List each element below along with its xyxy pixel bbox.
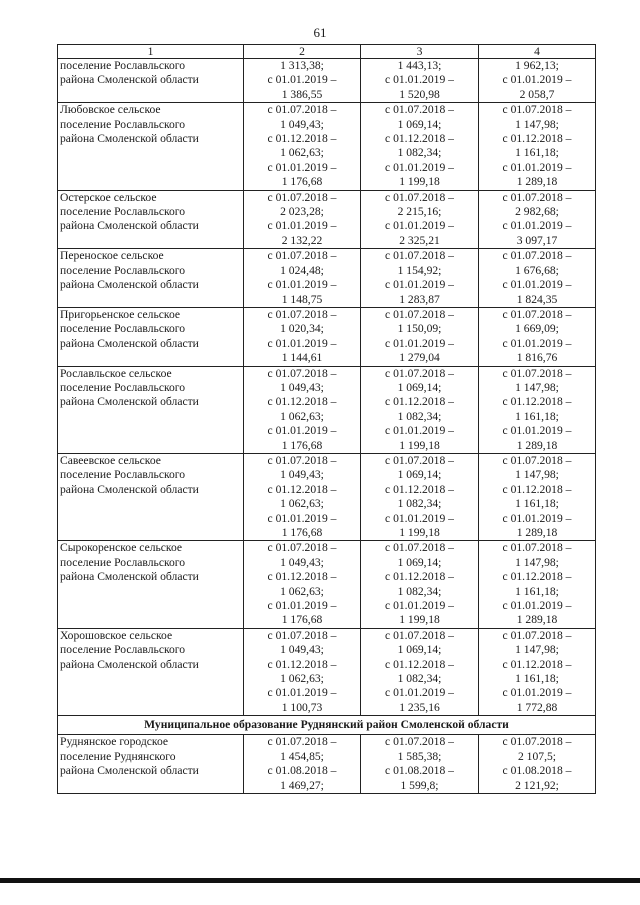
settlement-name-cell: [58, 453, 244, 540]
tariff-line: 1 069,14;: [397, 468, 442, 482]
tariff-line: 1 599,8;: [400, 778, 439, 792]
tariff-line: 1 147,98;: [515, 643, 559, 657]
table-body: [58, 59, 596, 716]
tariff-line: 1 279,04: [399, 351, 440, 365]
tariff-line: с 01.07.2018 –: [267, 453, 337, 467]
tariff-line: 1 520,98: [399, 87, 440, 101]
column-header: 2: [244, 45, 361, 59]
tariff-line: с 01.12.2018 –: [385, 132, 454, 146]
tariff-line: 1 669,09;: [515, 322, 559, 336]
settlement-name-line: поселение Рославльского: [60, 117, 186, 131]
tariff-line: 1 069,14;: [397, 117, 442, 131]
tariff-line: 1 289,18: [516, 526, 558, 539]
table-row: [58, 307, 596, 366]
settlement-name-cell: [58, 103, 244, 190]
tariff-line: с 01.12.2018 –: [267, 395, 337, 409]
settlement-name-line: поселение Рославльского: [60, 468, 186, 482]
value-cell-col2: [244, 249, 361, 308]
tariff-line: 1 816,76: [516, 351, 558, 365]
value-cell-col2: [244, 453, 361, 540]
settlement-name-line: Руднянское городское: [60, 735, 169, 749]
tariff-line: 2 215,16;: [397, 205, 442, 219]
tariff-line: с 01.07.2018 –: [502, 103, 572, 117]
value-cell-col4: [479, 735, 596, 794]
tariff-line: 1 199,18: [399, 613, 440, 627]
tariff-line: с 01.12.2018 –: [502, 570, 572, 584]
tariff-line: 1 049,43;: [280, 117, 324, 131]
page-number: 61: [313, 25, 327, 40]
tariff-line: с 01.01.2019 –: [502, 686, 572, 700]
column-header: 4: [479, 45, 596, 59]
tariff-line: с 01.12.2018 –: [502, 395, 572, 409]
tariff-line: с 01.01.2019 –: [267, 599, 337, 613]
bottom-rule: [0, 878, 640, 883]
tariff-line: с 01.01.2019 –: [502, 219, 572, 233]
tariff-line: 1 161,18;: [515, 672, 559, 686]
tariff-line: 2 107,5;: [517, 749, 556, 763]
table-row: [58, 541, 596, 628]
tariff-line: 1 676,68;: [515, 263, 559, 277]
tariff-line: 1 289,18: [516, 613, 558, 627]
settlement-name-line: района Смоленской области: [60, 219, 199, 233]
tariff-line: 1 772,88: [516, 700, 558, 714]
tariff-line: с 01.07.2018 –: [385, 190, 454, 204]
value-cell-col3: [361, 541, 479, 628]
tariff-line: 1 062,63;: [280, 497, 324, 511]
tariff-line: с 01.08.2018 –: [267, 764, 337, 778]
tariff-line: 1 176,68: [281, 175, 323, 189]
tariff-line: с 01.07.2018 –: [385, 735, 454, 749]
tariff-line: с 01.12.2018 –: [385, 395, 454, 409]
tariff-line: с 01.07.2018 –: [267, 307, 337, 321]
tariff-line: с 01.08.2018 –: [502, 764, 572, 778]
tariff-line: с 01.12.2018 –: [502, 132, 572, 146]
value-cell-col2: [244, 735, 361, 794]
table-row: [58, 628, 596, 715]
table-row: [58, 103, 596, 190]
tariff-line: с 01.12.2018 –: [502, 482, 572, 496]
tariff-line: 1 069,14;: [397, 380, 442, 394]
value-cell-col2: [244, 103, 361, 190]
settlement-name-line: Остерское сельское: [60, 190, 157, 204]
tariff-line: с 01.07.2018 –: [385, 103, 454, 117]
tariff-line: 1 176,68: [281, 526, 323, 539]
tariff-line: 2 023,28;: [280, 205, 324, 219]
settlement-name-line: Хорошовское сельское: [60, 628, 173, 642]
value-cell-col4: [479, 453, 596, 540]
tariff-line: с 01.07.2018 –: [385, 628, 454, 642]
settlement-name-line: района Смоленской области: [60, 764, 199, 778]
tariff-line: 1 199,18: [399, 438, 440, 452]
tariff-line: 1 147,98;: [515, 555, 559, 569]
value-cell-col3: [361, 735, 479, 794]
tariff-line: 1 235,16: [399, 700, 440, 714]
value-cell-col2: [244, 307, 361, 366]
tariff-line: с 01.12.2018 –: [502, 657, 572, 671]
tariff-line: 1 469,27;: [280, 778, 324, 792]
tariff-line: 2 132,22: [281, 233, 323, 247]
region-heading: Муниципальное образование Руднянский район Смоленской области: [58, 716, 596, 735]
tariff-line: 1 062,63;: [280, 672, 324, 686]
tariff-line: с 01.07.2018 –: [502, 628, 572, 642]
tariff-line: с 01.07.2018 –: [267, 735, 337, 749]
tariff-line: с 01.01.2019 –: [267, 278, 337, 292]
value-cell-col3: [361, 307, 479, 366]
tariff-line: с 01.07.2018 –: [502, 541, 572, 555]
tariff-line: с 01.07.2018 –: [502, 190, 572, 204]
tariff-line: 2 982,68;: [515, 205, 559, 219]
tariff-line: 1 062,63;: [280, 409, 324, 423]
value-cell-col4: [479, 59, 596, 103]
tariff-line: 1 082,34;: [397, 672, 442, 686]
settlement-name-cell: [58, 59, 244, 103]
table-row: [58, 59, 596, 103]
tariff-line: 1 082,34;: [397, 497, 442, 511]
tariff-line: 1 154,92;: [397, 263, 442, 277]
settlement-name-line: поселение Рославльского: [60, 263, 186, 277]
settlement-name-line: района Смоленской области: [60, 657, 199, 671]
tariff-line: 2 058,7: [519, 87, 555, 101]
value-cell-col4: [479, 190, 596, 249]
tariff-line: с 01.07.2018 –: [385, 307, 454, 321]
tariff-line: 1 147,98;: [515, 468, 559, 482]
settlement-name-line: Пригорьенское сельское: [60, 307, 181, 321]
tariff-line: с 01.01.2019 –: [502, 336, 572, 350]
tariff-line: 1 144,61: [281, 351, 323, 365]
table-row: [58, 453, 596, 540]
settlement-name-cell: [58, 366, 244, 453]
tariff-line: с 01.07.2018 –: [502, 366, 572, 380]
tariff-line: с 01.01.2019 –: [385, 599, 454, 613]
tariff-line: 1 024,48;: [280, 263, 324, 277]
value-cell-col4: [479, 249, 596, 308]
tariff-line: с 01.01.2019 –: [385, 336, 454, 350]
tariff-line: 1 824,35: [516, 292, 558, 306]
region-heading-row: [58, 716, 596, 735]
settlement-name-cell: [58, 628, 244, 715]
tariff-line: 1 150,09;: [397, 322, 442, 336]
settlement-name-cell: [58, 307, 244, 366]
value-cell-col3: [361, 628, 479, 715]
tariff-line: 1 082,34;: [397, 409, 442, 423]
tariff-line: 1 147,98;: [515, 380, 559, 394]
tariff-line: 1 176,68: [281, 438, 323, 452]
tariff-line: с 01.12.2018 –: [385, 657, 454, 671]
value-cell-col4: [479, 628, 596, 715]
settlement-name-line: поселение Рославльского: [60, 555, 186, 569]
column-header: 1: [58, 45, 244, 59]
table-body-after: [58, 735, 596, 794]
tariff-line: 1 049,43;: [280, 555, 324, 569]
tariff-line: с 01.07.2018 –: [502, 249, 572, 263]
tariff-line: 1 176,68: [281, 613, 323, 627]
settlement-name-line: поселение Рославльского: [60, 322, 186, 336]
tariff-line: с 01.12.2018 –: [267, 132, 337, 146]
tariff-line: 2 121,92;: [515, 778, 559, 792]
tariff-line: 3 097,17: [516, 233, 558, 247]
tariff-line: 2 325,21: [399, 233, 440, 247]
tariff-line: 1 161,18;: [515, 146, 559, 160]
tariff-line: 1 161,18;: [515, 497, 559, 511]
value-cell-col4: [479, 103, 596, 190]
settlement-name-line: района Смоленской области: [60, 278, 199, 292]
region-section: [58, 716, 596, 735]
tariff-line: 1 289,18: [516, 438, 558, 452]
tariff-line: с 01.07.2018 –: [502, 307, 572, 321]
tariff-line: с 01.12.2018 –: [385, 482, 454, 496]
tariff-line: с 01.01.2019 –: [502, 424, 572, 438]
tariff-line: 1 161,18;: [515, 409, 559, 423]
settlement-name-line: района Смоленской области: [60, 132, 199, 146]
tariff-line: 1 082,34;: [397, 146, 442, 160]
value-cell-col3: [361, 249, 479, 308]
value-cell-col3: [361, 190, 479, 249]
tariff-line: с 01.07.2018 –: [502, 453, 572, 467]
tariff-line: 1 069,14;: [397, 555, 442, 569]
table-row: [58, 249, 596, 308]
tariff-line: 1 020,34;: [280, 322, 324, 336]
settlement-name-line: Переноское сельское: [60, 249, 164, 263]
table-row: [58, 735, 596, 794]
tariff-line: с 01.07.2018 –: [267, 103, 337, 117]
tariff-line: 1 585,38;: [397, 749, 442, 763]
tariff-line: с 01.01.2019 –: [502, 160, 572, 174]
settlement-name-cell: [58, 249, 244, 308]
tariff-line: 1 386,55: [281, 87, 323, 101]
tariff-line: 1 962,13;: [515, 59, 559, 72]
settlement-name-line: поселение Руднянского: [60, 749, 176, 763]
tariff-line: с 01.01.2019 –: [385, 219, 454, 233]
tariff-line: с 01.07.2018 –: [385, 249, 454, 263]
settlement-name-line: поселение Рославльского: [60, 380, 186, 394]
tariff-line: 1 148,75: [281, 292, 323, 306]
settlement-name-line: района Смоленской области: [60, 482, 199, 496]
tariff-line: с 01.01.2019 –: [267, 160, 337, 174]
tariff-line: 1 454,85;: [280, 749, 324, 763]
tariff-line: 1 147,98;: [515, 117, 559, 131]
tariff-line: 1 283,87: [399, 292, 440, 306]
tariff-line: 1 082,34;: [397, 584, 442, 598]
settlement-name-line: района Смоленской области: [60, 336, 199, 350]
tariff-line: с 01.12.2018 –: [267, 482, 337, 496]
tariff-line: с 01.07.2018 –: [502, 735, 572, 749]
settlement-name-cell: [58, 190, 244, 249]
tariff-line: с 01.01.2019 –: [385, 160, 454, 174]
settlement-name-line: Савеевское сельское: [60, 453, 161, 467]
tariff-line: с 01.12.2018 –: [385, 570, 454, 584]
tariff-line: с 01.01.2019 –: [385, 686, 454, 700]
settlement-name-line: Рославльское сельское: [60, 366, 172, 380]
value-cell-col3: [361, 366, 479, 453]
table-row: [58, 366, 596, 453]
value-cell-col2: [244, 59, 361, 103]
tariff-line: с 01.07.2018 –: [385, 453, 454, 467]
tariff-line: с 01.01.2019 –: [267, 73, 337, 87]
tariff-line: 1 069,14;: [397, 643, 442, 657]
tariff-line: 1 199,18: [399, 175, 440, 189]
tariff-line: с 01.07.2018 –: [385, 541, 454, 555]
tariff-line: 1 443,13;: [397, 59, 442, 72]
tariff-line: с 01.08.2018 –: [385, 764, 454, 778]
tariff-line: 1 049,43;: [280, 380, 324, 394]
tariff-line: с 01.01.2019 –: [502, 278, 572, 292]
tariff-line: с 01.07.2018 –: [267, 628, 337, 642]
settlement-name-cell: [58, 735, 244, 794]
settlement-name-line: Любовское сельское: [60, 103, 161, 117]
tariff-line: с 01.01.2019 –: [267, 424, 337, 438]
tariff-line: с 01.01.2019 –: [502, 599, 572, 613]
settlement-name-cell: [58, 541, 244, 628]
tariff-line: с 01.01.2019 –: [385, 511, 454, 525]
tariff-line: с 01.01.2019 –: [385, 73, 454, 87]
value-cell-col4: [479, 541, 596, 628]
value-cell-col2: [244, 628, 361, 715]
value-cell-col2: [244, 190, 361, 249]
value-cell-col3: [361, 59, 479, 103]
tariff-line: 1 199,18: [399, 526, 440, 539]
value-cell-col3: [361, 103, 479, 190]
tariff-line: с 01.07.2018 –: [267, 249, 337, 263]
settlement-name-line: Сырокоренское сельское: [60, 541, 183, 555]
settlement-name-line: района Смоленской области: [60, 570, 199, 584]
tariff-line: 1 100,73: [281, 700, 323, 714]
settlement-name-line: района Смоленской области: [60, 73, 199, 87]
table-header-row: [58, 45, 596, 59]
settlement-name-line: поселение Рославльского: [60, 205, 186, 219]
tariff-line: с 01.01.2019 –: [267, 686, 337, 700]
tariff-line: с 01.01.2019 –: [267, 511, 337, 525]
tariff-line: с 01.01.2019 –: [385, 278, 454, 292]
tariff-table: [57, 44, 596, 794]
tariff-line: с 01.07.2018 –: [267, 541, 337, 555]
settlement-name-line: района Смоленской области: [60, 395, 199, 409]
tariff-line: с 01.01.2019 –: [385, 424, 454, 438]
tariff-line: с 01.07.2018 –: [267, 366, 337, 380]
tariff-line: 1 062,63;: [280, 584, 324, 598]
tariff-line: 1 289,18: [516, 175, 558, 189]
column-header: 3: [361, 45, 479, 59]
value-cell-col2: [244, 541, 361, 628]
tariff-line: 1 049,43;: [280, 643, 324, 657]
tariff-line: с 01.01.2019 –: [502, 73, 572, 87]
tariff-line: с 01.01.2019 –: [502, 511, 572, 525]
settlement-name-line: поселение Рославльского: [60, 643, 186, 657]
table-row: [58, 190, 596, 249]
tariff-line: с 01.07.2018 –: [385, 366, 454, 380]
tariff-line: 1 062,63;: [280, 146, 324, 160]
tariff-line: с 01.01.2019 –: [267, 336, 337, 350]
value-cell-col4: [479, 366, 596, 453]
tariff-line: 1 313,38;: [280, 59, 324, 72]
tariff-line: с 01.12.2018 –: [267, 657, 337, 671]
tariff-line: с 01.12.2018 –: [267, 570, 337, 584]
value-cell-col4: [479, 307, 596, 366]
tariff-line: с 01.07.2018 –: [267, 190, 337, 204]
tariff-line: 1 161,18;: [515, 584, 559, 598]
tariff-line: 1 049,43;: [280, 468, 324, 482]
settlement-name-line: поселение Рославльского: [60, 59, 186, 72]
value-cell-col3: [361, 453, 479, 540]
value-cell-col2: [244, 366, 361, 453]
tariff-line: с 01.01.2019 –: [267, 219, 337, 233]
